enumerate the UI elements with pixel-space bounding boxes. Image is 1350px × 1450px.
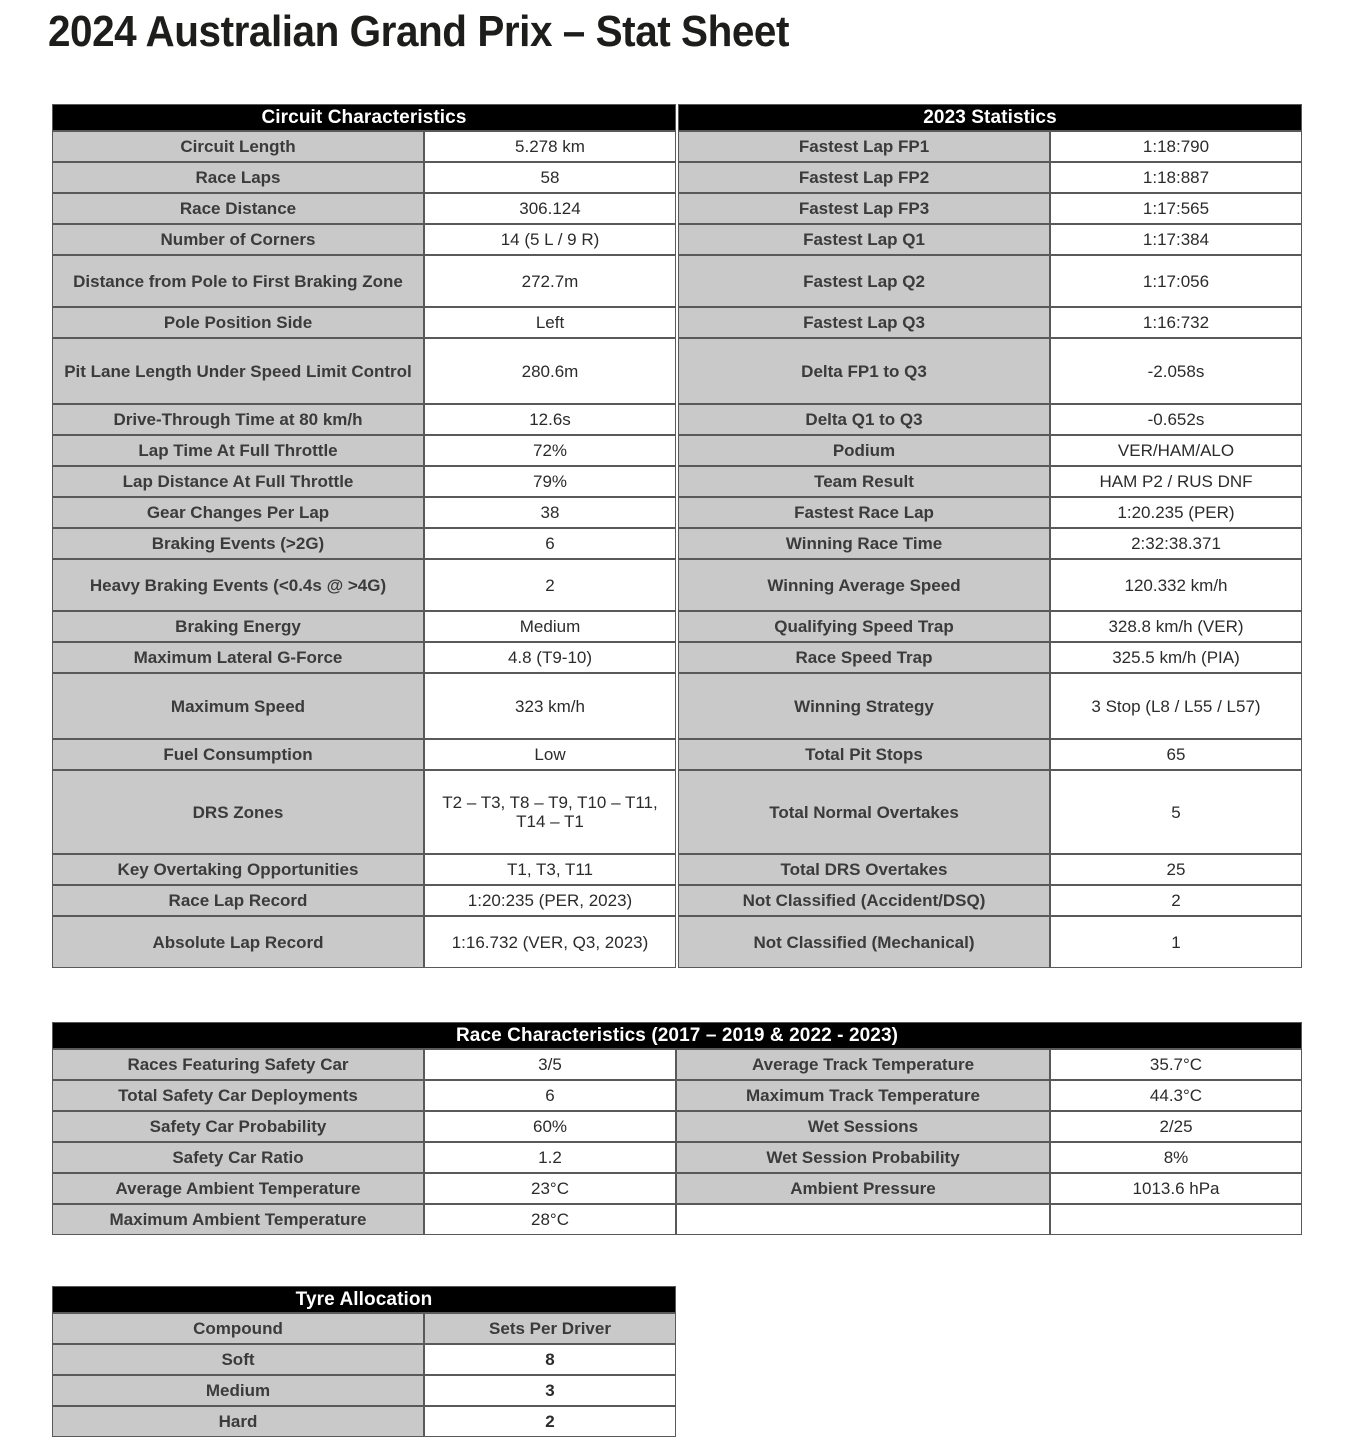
row-label: Fastest Lap Q2 xyxy=(678,255,1050,307)
table-row xyxy=(678,255,1302,307)
row-value: 58 xyxy=(424,162,676,193)
table-row xyxy=(52,1204,1302,1235)
row-value: 25 xyxy=(1050,854,1302,885)
row-value: 2 xyxy=(424,1406,676,1437)
column-header-sets: Sets Per Driver xyxy=(424,1313,676,1344)
row-value: VER/HAM/ALO xyxy=(1050,435,1302,466)
row-label: Winning Average Speed xyxy=(678,559,1050,611)
race-characteristics-table xyxy=(52,1022,1302,1235)
table-row xyxy=(52,885,676,916)
row-value: 1:17:565 xyxy=(1050,193,1302,224)
column-header-compound: Compound xyxy=(52,1313,424,1344)
row-label: Pit Lane Length Under Speed Limit Control xyxy=(52,338,424,404)
row-value-left: 3/5 xyxy=(424,1049,676,1080)
row-value: -0.652s xyxy=(1050,404,1302,435)
row-label: Heavy Braking Events (<0.4s @ >4G) xyxy=(52,559,424,611)
row-label: Delta Q1 to Q3 xyxy=(678,404,1050,435)
table-row xyxy=(52,528,676,559)
row-label-left: Total Safety Car Deployments xyxy=(52,1080,424,1111)
circuit-characteristics-section xyxy=(52,104,676,968)
row-value: T1, T3, T11 xyxy=(424,854,676,885)
row-value: 328.8 km/h (VER) xyxy=(1050,611,1302,642)
table-row xyxy=(52,1406,676,1437)
tyre-allocation-header: Tyre Allocation xyxy=(52,1286,676,1313)
row-label: Qualifying Speed Trap xyxy=(678,611,1050,642)
row-value: -2.058s xyxy=(1050,338,1302,404)
row-label: Circuit Length xyxy=(52,131,424,162)
table-column-header-row xyxy=(52,1313,676,1344)
row-label-left: Maximum Ambient Temperature xyxy=(52,1204,424,1235)
row-value: 1:18:790 xyxy=(1050,131,1302,162)
row-value: Medium xyxy=(424,611,676,642)
row-value: 79% xyxy=(424,466,676,497)
table-header-row xyxy=(52,1286,676,1313)
row-value: 5 xyxy=(1050,770,1302,854)
row-value: 325.5 km/h (PIA) xyxy=(1050,642,1302,673)
table-row xyxy=(678,854,1302,885)
row-label: Lap Distance At Full Throttle xyxy=(52,466,424,497)
row-value-left: 23°C xyxy=(424,1173,676,1204)
row-value: Left xyxy=(424,307,676,338)
row-value: 1 xyxy=(1050,916,1302,968)
row-value-left: 60% xyxy=(424,1111,676,1142)
table-row xyxy=(678,770,1302,854)
table-row xyxy=(678,673,1302,739)
row-value: 72% xyxy=(424,435,676,466)
row-value: 306.124 xyxy=(424,193,676,224)
row-label: Race Lap Record xyxy=(52,885,424,916)
row-value: 6 xyxy=(424,528,676,559)
row-value: 65 xyxy=(1050,739,1302,770)
row-label: Total Normal Overtakes xyxy=(678,770,1050,854)
row-value: 5.278 km xyxy=(424,131,676,162)
row-value: 1:20:235 (PER, 2023) xyxy=(424,885,676,916)
table-row xyxy=(678,338,1302,404)
table-row xyxy=(52,642,676,673)
row-label: Fastest Lap FP3 xyxy=(678,193,1050,224)
row-label: Gear Changes Per Lap xyxy=(52,497,424,528)
circuit-characteristics-table xyxy=(52,104,676,968)
row-value: 280.6m xyxy=(424,338,676,404)
row-value: 4.8 (T9-10) xyxy=(424,642,676,673)
table-row xyxy=(52,307,676,338)
row-label: Drive-Through Time at 80 km/h xyxy=(52,404,424,435)
table-row xyxy=(52,673,676,739)
row-label: Winning Strategy xyxy=(678,673,1050,739)
row-value: 1:20.235 (PER) xyxy=(1050,497,1302,528)
tyre-allocation-table xyxy=(52,1286,676,1437)
row-label-right: Maximum Track Temperature xyxy=(676,1080,1050,1111)
row-label-right: Average Track Temperature xyxy=(676,1049,1050,1080)
row-label: Hard xyxy=(52,1406,424,1437)
row-value-right: 2/25 xyxy=(1050,1111,1302,1142)
row-value: 1:16.732 (VER, Q3, 2023) xyxy=(424,916,676,968)
row-value-left: 6 xyxy=(424,1080,676,1111)
row-label-right: Wet Sessions xyxy=(676,1111,1050,1142)
row-label: Fastest Lap Q3 xyxy=(678,307,1050,338)
table-header-row xyxy=(52,104,676,131)
row-value: Low xyxy=(424,739,676,770)
table-row xyxy=(52,739,676,770)
table-row xyxy=(678,193,1302,224)
row-value: 2 xyxy=(424,559,676,611)
table-row xyxy=(52,611,676,642)
table-row xyxy=(678,404,1302,435)
table-row xyxy=(52,559,676,611)
table-row xyxy=(52,916,676,968)
row-value: 272.7m xyxy=(424,255,676,307)
statistics-2023-table xyxy=(678,104,1302,968)
race-characteristics-section xyxy=(52,1022,1302,1235)
statistics-2023-header: 2023 Statistics xyxy=(678,104,1302,131)
row-label: Maximum Lateral G-Force xyxy=(52,642,424,673)
row-value-right: 8% xyxy=(1050,1142,1302,1173)
table-header-row xyxy=(52,1022,1302,1049)
table-row xyxy=(52,770,676,854)
table-row xyxy=(52,497,676,528)
row-value: 1:18:887 xyxy=(1050,162,1302,193)
row-value: 38 xyxy=(424,497,676,528)
row-value: 12.6s xyxy=(424,404,676,435)
row-label: Fastest Lap Q1 xyxy=(678,224,1050,255)
table-row xyxy=(52,1173,1302,1204)
row-value-right: 35.7°C xyxy=(1050,1049,1302,1080)
row-value: 8 xyxy=(424,1344,676,1375)
row-label: Absolute Lap Record xyxy=(52,916,424,968)
table-row xyxy=(52,162,676,193)
row-label: Race Distance xyxy=(52,193,424,224)
table-row xyxy=(52,466,676,497)
row-value: HAM P2 / RUS DNF xyxy=(1050,466,1302,497)
row-label: Not Classified (Mechanical) xyxy=(678,916,1050,968)
table-row xyxy=(678,162,1302,193)
row-label-left: Races Featuring Safety Car xyxy=(52,1049,424,1080)
table-row xyxy=(678,131,1302,162)
row-label: Lap Time At Full Throttle xyxy=(52,435,424,466)
statistics-2023-section xyxy=(678,104,1302,968)
row-value: T2 – T3, T8 – T9, T10 – T11, T14 – T1 xyxy=(424,770,676,854)
table-row xyxy=(678,642,1302,673)
table-row xyxy=(678,916,1302,968)
table-row xyxy=(678,528,1302,559)
row-label: Winning Race Time xyxy=(678,528,1050,559)
row-label: Fastest Race Lap xyxy=(678,497,1050,528)
row-label: Pole Position Side xyxy=(52,307,424,338)
race-characteristics-header: Race Characteristics (2017 – 2019 & 2022 - 2023) xyxy=(52,1022,1302,1049)
row-value: 2:32:38.371 xyxy=(1050,528,1302,559)
table-row xyxy=(678,466,1302,497)
row-value-right: 44.3°C xyxy=(1050,1080,1302,1111)
row-label: Distance from Pole to First Braking Zone xyxy=(52,255,424,307)
table-row xyxy=(678,611,1302,642)
table-row xyxy=(52,1375,676,1406)
table-row xyxy=(52,1111,1302,1142)
row-label: Maximum Speed xyxy=(52,673,424,739)
table-row xyxy=(52,404,676,435)
row-value: 323 km/h xyxy=(424,673,676,739)
circuit-characteristics-header: Circuit Characteristics xyxy=(52,104,676,131)
row-label: Total Pit Stops xyxy=(678,739,1050,770)
table-row xyxy=(678,739,1302,770)
row-label-right: Ambient Pressure xyxy=(676,1173,1050,1204)
table-row xyxy=(52,1049,1302,1080)
table-row xyxy=(678,435,1302,466)
row-value: 3 xyxy=(424,1375,676,1406)
row-value: 14 (5 L / 9 R) xyxy=(424,224,676,255)
row-label: Key Overtaking Opportunities xyxy=(52,854,424,885)
row-label: Podium xyxy=(678,435,1050,466)
table-row xyxy=(52,1344,676,1375)
row-value-left: 1.2 xyxy=(424,1142,676,1173)
table-row xyxy=(52,224,676,255)
table-row xyxy=(678,497,1302,528)
row-label: DRS Zones xyxy=(52,770,424,854)
page-title: 2024 Australian Grand Prix – Stat Sheet xyxy=(48,7,789,56)
table-row xyxy=(52,435,676,466)
row-label: Fastest Lap FP1 xyxy=(678,131,1050,162)
row-label: Braking Events (>2G) xyxy=(52,528,424,559)
row-label: Race Speed Trap xyxy=(678,642,1050,673)
table-row xyxy=(52,193,676,224)
row-label-left: Safety Car Ratio xyxy=(52,1142,424,1173)
table-row xyxy=(678,559,1302,611)
row-value: 120.332 km/h xyxy=(1050,559,1302,611)
table-row xyxy=(52,1080,1302,1111)
table-row xyxy=(52,131,676,162)
empty-cell xyxy=(1050,1204,1302,1235)
row-label-left: Safety Car Probability xyxy=(52,1111,424,1142)
table-header-row xyxy=(678,104,1302,131)
row-label: Fuel Consumption xyxy=(52,739,424,770)
row-label: Delta FP1 to Q3 xyxy=(678,338,1050,404)
table-row xyxy=(678,224,1302,255)
row-label: Number of Corners xyxy=(52,224,424,255)
row-label: Medium xyxy=(52,1375,424,1406)
row-label-right: Wet Session Probability xyxy=(676,1142,1050,1173)
row-value: 1:16:732 xyxy=(1050,307,1302,338)
row-value: 2 xyxy=(1050,885,1302,916)
table-row xyxy=(678,307,1302,338)
tyre-allocation-section xyxy=(52,1286,676,1437)
row-label: Race Laps xyxy=(52,162,424,193)
row-label-left: Average Ambient Temperature xyxy=(52,1173,424,1204)
row-label: Braking Energy xyxy=(52,611,424,642)
row-label: Not Classified (Accident/DSQ) xyxy=(678,885,1050,916)
row-value-left: 28°C xyxy=(424,1204,676,1235)
empty-cell xyxy=(676,1204,1050,1235)
row-value-right: 1013.6 hPa xyxy=(1050,1173,1302,1204)
row-label: Fastest Lap FP2 xyxy=(678,162,1050,193)
row-value: 1:17:056 xyxy=(1050,255,1302,307)
table-row xyxy=(52,255,676,307)
row-label: Soft xyxy=(52,1344,424,1375)
table-row xyxy=(52,338,676,404)
row-value: 1:17:384 xyxy=(1050,224,1302,255)
table-row xyxy=(52,1142,1302,1173)
row-label: Team Result xyxy=(678,466,1050,497)
row-label: Total DRS Overtakes xyxy=(678,854,1050,885)
row-value: 3 Stop (L8 / L55 / L57) xyxy=(1050,673,1302,739)
table-row xyxy=(678,885,1302,916)
table-row xyxy=(52,854,676,885)
